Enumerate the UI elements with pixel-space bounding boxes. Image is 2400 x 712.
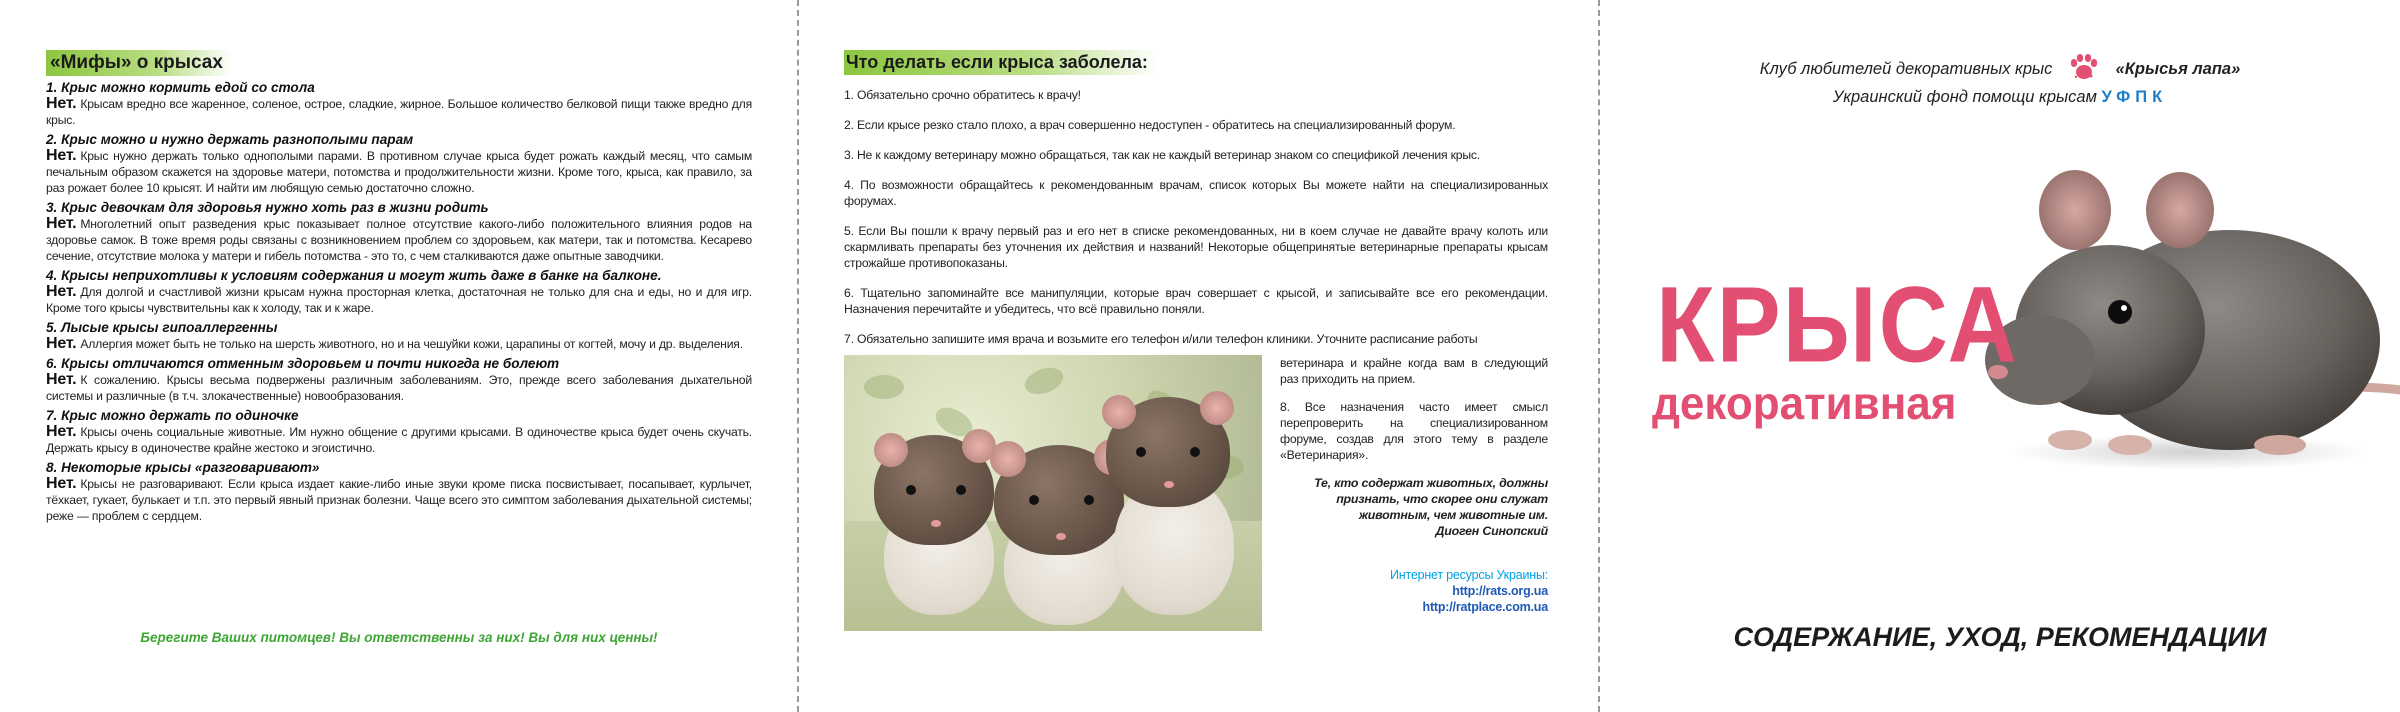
myth-heading: 6. Крысы отличаются отменным здоровьем и почти никогда не болеют xyxy=(46,356,560,371)
myth-heading: 5. Лысые крысы гипоаллергенны xyxy=(46,320,278,335)
cover-title: КРЫСА xyxy=(1656,265,2019,386)
cover-caption: СОДЕРЖАНИЕ, УХОД, РЕКОМЕНДАЦИИ xyxy=(1733,622,2267,652)
step-item: 1. Обязательно срочно обратитесь к врачу! xyxy=(844,88,1081,102)
steps-list xyxy=(844,87,1548,347)
myth-item xyxy=(46,319,752,352)
panel-myths xyxy=(46,0,752,712)
step-item: 6. Тщательно запоминайте все манипуляции, которые врач совершает с крысой, и записывайте все его рекомендации. Назначения перечитайте и убедитесь, что всё правильно поняли. xyxy=(844,286,1548,316)
myth-text: Аллергия может быть не только на шерсть животного, но и на чешуйки кожи, царапины от когтей, мочу и др. выделения. xyxy=(80,337,743,351)
myths-list xyxy=(46,79,752,524)
link-ratplace[interactable]: http://ratplace.com.ua xyxy=(1422,600,1548,614)
no-word: Нет. xyxy=(46,423,77,440)
step-item: 3. Не к каждому ветеринару можно обращаться, так как не каждый ветеринар знаком со спецификой лечения крыс. xyxy=(844,148,1480,162)
myth-text: Многолетний опыт разведения крыс показывает полное отсутствие какого-либо положительного влияния родов на здоровье самок. В тоже время роды связаны с возникновением проблем со здоровьем, как матери, так и потомства. Кесарево сечение, отсутствие молока у матери и гибель потомства - это то, с чем сталкиваются даже опытные заводчики. xyxy=(46,217,752,263)
paw-print-icon xyxy=(2067,52,2101,87)
myth-text: Крысы не разговаривают. Если крыса издает какие-либо иные звуки кроме писка посвистывает, посапывает, курлычет, тёхкает, гукает, булькает и т.п. это первый явный признак болезни. Чаще всего это симптом заболевания дыхательной системы; реже — проблем с сердцем. xyxy=(46,477,752,523)
fund-abbr: УФПК xyxy=(2101,88,2168,106)
myth-item xyxy=(46,79,752,128)
no-word: Нет. xyxy=(46,95,77,112)
fold-line-left xyxy=(797,0,799,712)
myth-item xyxy=(46,407,752,456)
club-header xyxy=(1600,52,2400,107)
internet-resources xyxy=(1280,567,1548,615)
myth-text: Для долгой и счастливой жизни крысам нужна просторная клетка, достаточная не только для сна и еды, но и для игр. Кроме того крысы чувствительны как к холоду, так и к жаре. xyxy=(46,285,752,315)
no-word: Нет. xyxy=(46,215,77,232)
myths-footer: Берегите Ваших питомцев! Вы ответственны за них! Вы для них ценны! xyxy=(140,630,658,645)
myth-item xyxy=(46,459,752,524)
no-word: Нет. xyxy=(46,147,77,164)
myth-heading: 3. Крыс девочкам для здоровья нужно хоть раз в жизни родить xyxy=(46,200,489,215)
club-name: Клуб любителей декоративных крыс xyxy=(1759,59,2053,78)
myth-text: Крысы очень социальные животные. Им нужно общение с другими крысами. В одиночестве крыса будет очень скучать. Держать крысу в одиночестве крайне жестоко и эгоистично. xyxy=(46,425,752,455)
step-8: 8. Все назначения часто имеет смысл перепроверить на специализированном форуме, создав для этого тему в разделе «Ветеринария». xyxy=(1280,400,1548,462)
three-rats-photo xyxy=(844,355,1262,631)
myth-answer xyxy=(46,216,752,264)
myth-answer xyxy=(46,96,752,128)
links-label: Интернет ресурсы Украины: xyxy=(1389,568,1548,582)
myth-item xyxy=(46,267,752,316)
step-7-continued: ветеринара и крайне когда вам в следующий раз приходить на прием. xyxy=(1280,356,1548,386)
side-text xyxy=(1280,355,1548,615)
myth-item xyxy=(46,355,752,404)
quote-text: Те, кто содержат животных, должны признать, что скорее они служат животным, чем животные им. xyxy=(1314,476,1548,522)
step-item: 2. Если крысе резко стало плохо, а врач совершенно недоступен - обратитесь на специализированный форум. xyxy=(844,118,1456,132)
myth-heading: 4. Крысы неприхотливы к условиям содержания и могут жить даже в банке на балконе. xyxy=(46,268,662,283)
quote-author: Диоген Синопский xyxy=(1435,524,1548,538)
myth-answer xyxy=(46,336,752,352)
myth-item xyxy=(46,131,752,196)
myth-text: К сожалению. Крысы весьма подвержены различным заболеваниям. Это, прежде всего заболевания дыхательной системы и различные (в т.ч. злокачественные) новообразования. xyxy=(46,373,752,403)
step-item: 4. По возможности обращайтесь к рекомендованным врачам, список которых Вы можете найти на специализированных форумах. xyxy=(844,178,1548,208)
photo-row xyxy=(844,355,1548,655)
myth-heading: 1. Крыс можно кормить едой со стола xyxy=(46,80,315,95)
panel-sick-rat xyxy=(844,0,1548,712)
myth-item xyxy=(46,199,752,264)
link-rats-org[interactable]: http://rats.org.ua xyxy=(1452,584,1548,598)
step-item: 5. Если Вы пошли к врачу первый раз и его нет в списке рекомендованных, ни в коем случае не давайте врачу колоть или скармливать препараты без уточнения их действия и названий! Некоторые общепринятые ветеринарные препараты крысам строжайше противопоказаны. xyxy=(844,224,1548,270)
myth-answer xyxy=(46,284,752,316)
myth-text: Крыс нужно держать только однополыми парами. В противном случае крыса будет рожать каждый месяц, что самым печальным образом скажется на здоровье матери, потомства и продолжительности жизни. Кроме того, крыса, как правило, за раз рожает более 10 крысят. И найти им любящую семью достаточно сложно. xyxy=(46,149,752,195)
sick-rat-title: Что делать если крыса заболела: xyxy=(844,50,1158,75)
myth-answer xyxy=(46,476,752,524)
no-word: Нет. xyxy=(46,475,77,492)
myth-text: Крысам вредно все жаренное, соленое, острое, сладкие, жирное. Большое количество белковой пищи также вредно для крыс. xyxy=(46,97,752,127)
club-brand: «Крысья лапа» xyxy=(2115,59,2241,78)
no-word: Нет. xyxy=(46,283,77,300)
rat-photo xyxy=(1980,140,2400,480)
myths-title: «Мифы» о крысах xyxy=(46,50,233,76)
step-item: 7. Обязательно запишите имя врача и возьмите его телефон и/или телефон клиники. Уточните расписание работы xyxy=(844,332,1478,346)
cover-subtitle: декоративная xyxy=(1652,378,1957,430)
fund-name: Украинский фонд помощи крысам xyxy=(1832,88,2097,106)
no-word: Нет. xyxy=(46,371,77,388)
myth-answer xyxy=(46,424,752,456)
no-word: Нет. xyxy=(46,335,77,352)
myth-heading: 2. Крыс можно и нужно держать разнополыми парам xyxy=(46,132,414,147)
panel-cover xyxy=(1600,0,2400,712)
myth-heading: 8. Некоторые крысы «разговаривают» xyxy=(46,460,320,475)
myth-heading: 7. Крыс можно держать по одиночке xyxy=(46,408,299,423)
myth-answer xyxy=(46,148,752,196)
quote xyxy=(1280,475,1548,539)
myth-answer xyxy=(46,372,752,404)
